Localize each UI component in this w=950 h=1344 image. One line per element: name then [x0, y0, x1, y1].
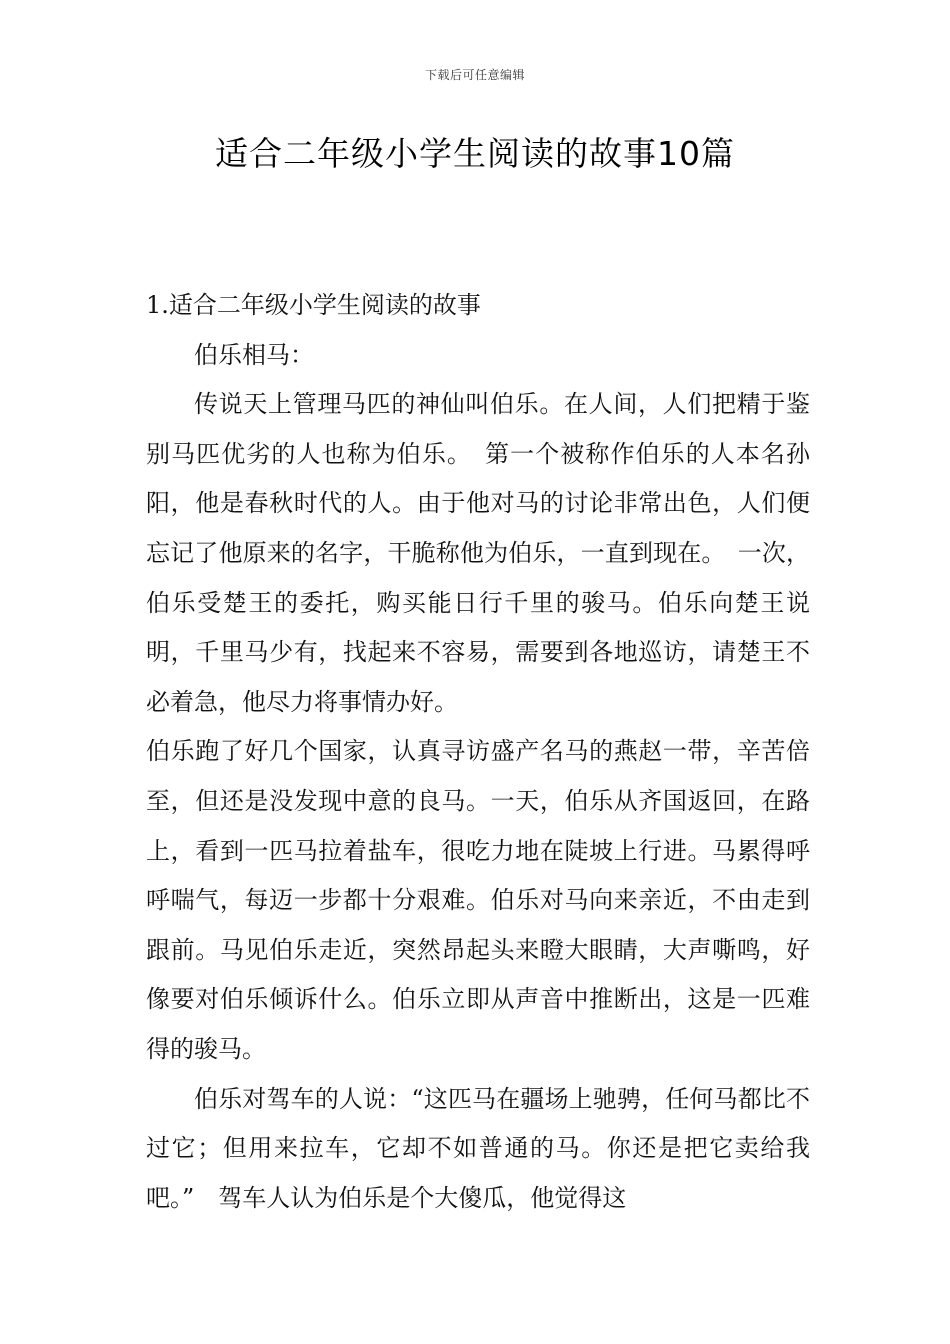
story-title: 伯乐相马： [194, 340, 314, 369]
paragraph: 传说天上管理马匹的神仙叫伯乐。在人间，人们把精于鉴别马匹优劣的人也称为伯乐。 第一个被称作伯乐的人本名孙阳，他是春秋时代的人。由于他对马的讨论非常出色，人们便忘记了他原来的名字，干脆称他为伯乐，一直到现在。 一次，伯乐受楚王的委托，购买能日行千里的骏马。伯乐向楚王说明，千里马少有，找起来不容易，需要到各地巡访，请楚王不必着急，他尽力将事情办好。 [146, 390, 810, 716]
document-body [146, 281, 810, 1223]
paragraph: 伯乐对驾车的人说：“这匹马在疆场上驰骋，任何马都比不过它；但用来拉车，它却不如普通的马。你还是把它卖给我吧。” 驾车人认为伯乐是个大傻瓜，他觉得这 [146, 1084, 810, 1212]
section-heading: 1.适合二年级小学生阅读的故事 [146, 291, 481, 319]
document-title: 适合二年级小学生阅读的故事10篇 [215, 134, 735, 173]
paragraph: 伯乐跑了好几个国家，认真寻访盛产名马的燕赵一带，辛苦倍至，但还是没发现中意的良马。一天，伯乐从齐国返回，在路上，看到一匹马拉着盐车，很吃力地在陡坡上行进。马累得呼呼喘气，每迈一步都十分艰难。伯乐对马向来亲近，不由走到跟前。马见伯乐走近，突然昂起头来瞪大眼睛，大声嘶鸣，好像要对伯乐倾诉什么。伯乐立即从声音中推断出，这是一匹难得的骏马。 [146, 737, 810, 1063]
header-note: 下载后可任意编辑 [424, 68, 525, 82]
